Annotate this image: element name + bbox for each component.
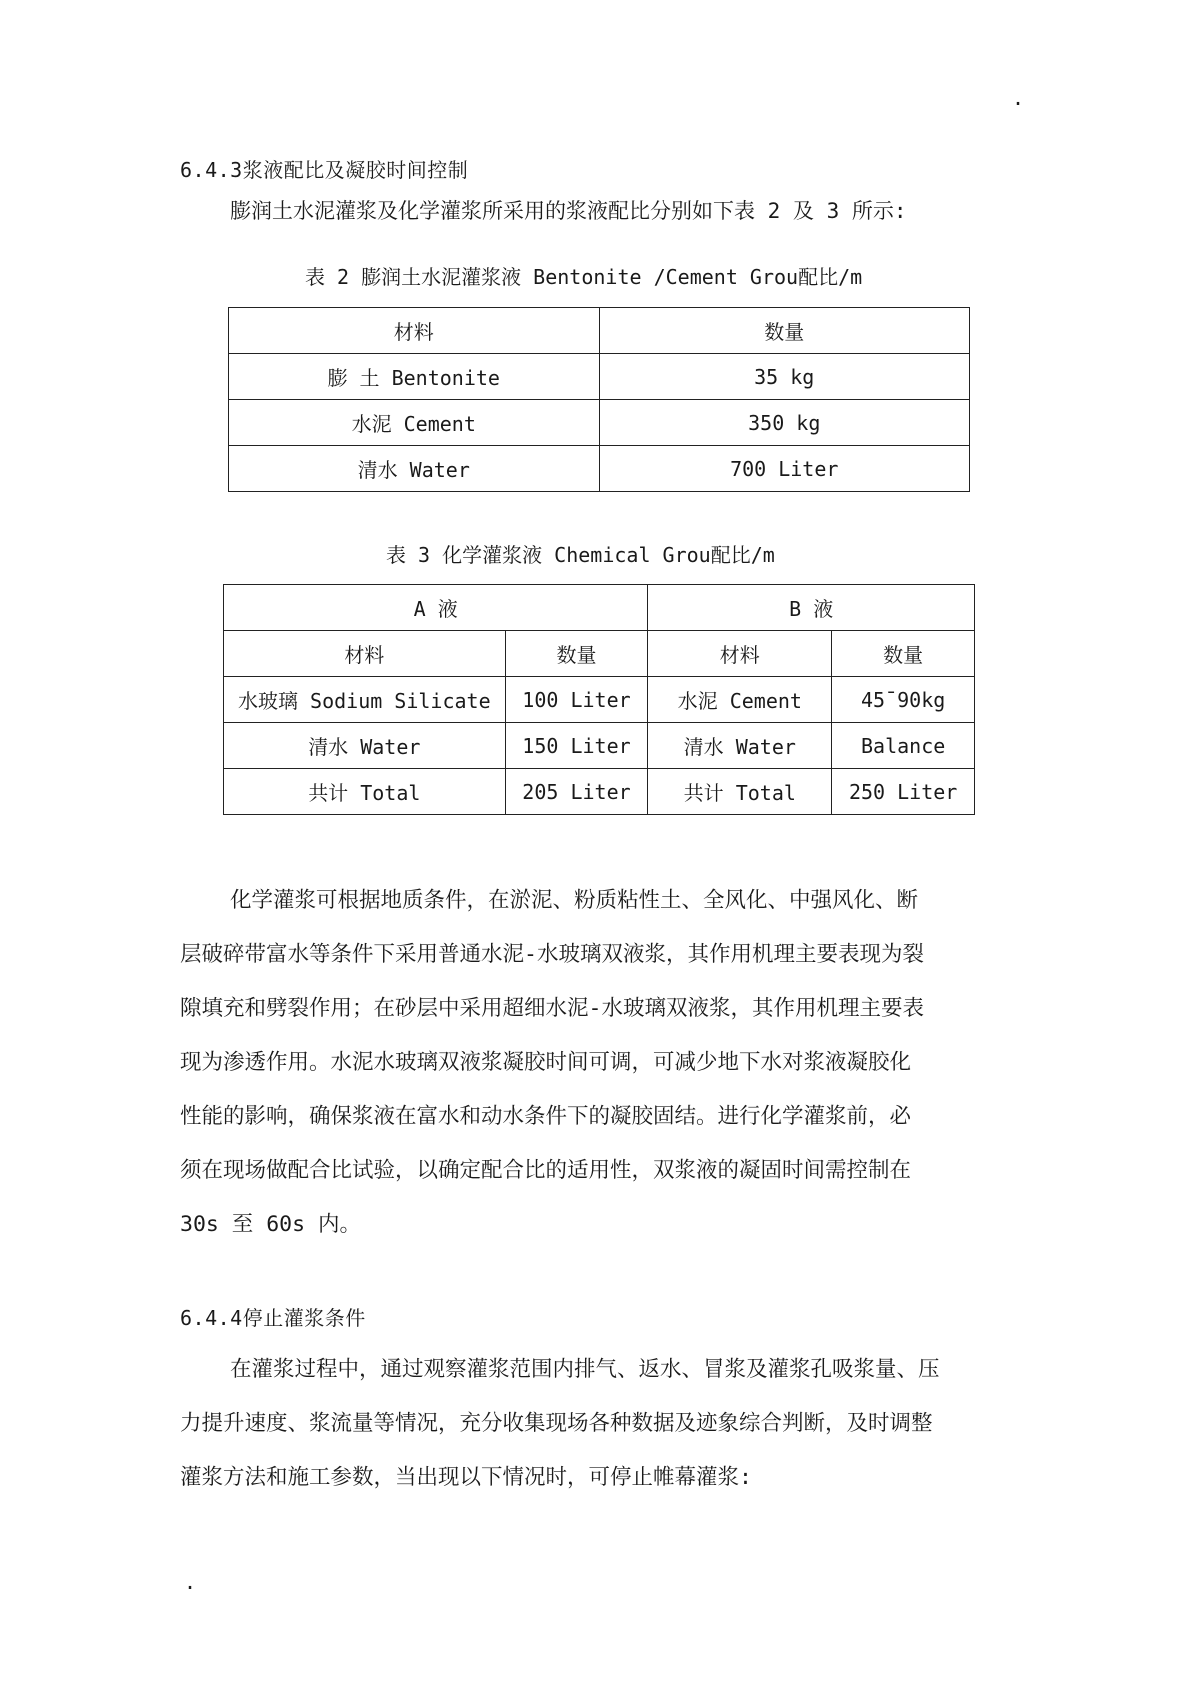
cell-material-a: 清水 Water — [224, 723, 506, 769]
section-heading-6-4-4: 6.4.4停止灌浆条件 — [180, 1306, 366, 1330]
table-group-header-row — [224, 585, 975, 631]
paragraph-line: 30s 至 60s 内。 — [180, 1212, 361, 1237]
table-row — [224, 677, 975, 723]
table-header-row — [229, 308, 970, 354]
paragraph-line: 化学灌浆可根据地质条件，在淤泥、粉质粘性土、全风化、中强风化、断 — [230, 888, 919, 913]
paragraph-line: 层破碎带富水等条件下采用普通水泥-水玻璃双液浆，其作用机理主要表现为裂 — [180, 942, 924, 967]
paragraph-line: 隙填充和劈裂作用；在砂层中采用超细水泥-水玻璃双液浆，其作用机理主要表 — [180, 996, 924, 1021]
header-quantity: 数量 — [599, 308, 970, 354]
page-marker-bottom: . — [184, 1570, 197, 1594]
cell-quantity: 350 kg — [599, 400, 970, 446]
paragraph-line: 性能的影响，确保浆液在富水和动水条件下的凝胶固结。进行化学灌浆前，必 — [180, 1104, 912, 1129]
header-quantity-b: 数量 — [832, 631, 975, 677]
group-header-a: A 液 — [224, 585, 648, 631]
cell-quantity-a: 100 Liter — [505, 677, 648, 723]
cell-material: 清水 Water — [229, 446, 600, 492]
table-row — [229, 354, 970, 400]
cell-material-a: 水玻璃 Sodium Silicate — [224, 677, 506, 723]
table-row — [229, 446, 970, 492]
paragraph-line: 力提升速度、浆流量等情况，充分收集现场各种数据及迹象综合判断，及时调整 — [180, 1411, 933, 1436]
cell-quantity-a: 150 Liter — [505, 723, 648, 769]
section-heading-6-4-3: 6.4.3浆液配比及凝胶时间控制 — [180, 158, 469, 182]
cell-quantity-b: 250 Liter — [832, 769, 975, 815]
cell-material-a: 共计 Total — [224, 769, 506, 815]
cell-material: 水泥 Cement — [229, 400, 600, 446]
cell-quantity: 700 Liter — [599, 446, 970, 492]
paragraph-line: 灌浆方法和施工参数，当出现以下情况时，可停止帷幕灌浆: — [180, 1465, 752, 1490]
table-2-caption: 表 2 膨润土水泥灌浆液 Bentonite /Cement Grou配比/m — [305, 265, 863, 289]
header-material: 材料 — [229, 308, 600, 354]
page-marker-top: . — [1012, 86, 1025, 110]
table-header-row — [224, 631, 975, 677]
cell-quantity: 35 kg — [599, 354, 970, 400]
header-material-b: 材料 — [648, 631, 832, 677]
cell-material-b: 水泥 Cement — [648, 677, 832, 723]
intro-paragraph: 膨润土水泥灌浆及化学灌浆所采用的浆液配比分别如下表 2 及 3 所示: — [230, 199, 907, 223]
paragraph-line: 须在现场做配合比试验，以确定配合比的适用性，双浆液的凝固时间需控制在 — [180, 1158, 912, 1183]
table-2-bentonite-cement — [228, 307, 970, 492]
group-header-b: B 液 — [648, 585, 975, 631]
cell-quantity-a: 205 Liter — [505, 769, 648, 815]
cell-quantity-b: Balance — [832, 723, 975, 769]
table-row — [229, 400, 970, 446]
table-3-chemical-grout — [223, 584, 975, 815]
paragraph-line: 在灌浆过程中，通过观察灌浆范围内排气、返水、冒浆及灌浆孔吸浆量、压 — [230, 1357, 940, 1382]
table-row — [224, 769, 975, 815]
cell-material-b: 清水 Water — [648, 723, 832, 769]
header-material-a: 材料 — [224, 631, 506, 677]
table-row — [224, 723, 975, 769]
cell-material-b: 共计 Total — [648, 769, 832, 815]
paragraph-line: 现为渗透作用。水泥水玻璃双液浆凝胶时间可调，可减少地下水对浆液凝胶化 — [180, 1050, 912, 1075]
cell-material: 膨 土 Bentonite — [229, 354, 600, 400]
header-quantity-a: 数量 — [505, 631, 648, 677]
cell-quantity-b: 45¯90kg — [832, 677, 975, 723]
table-3-caption: 表 3 化学灌浆液 Chemical Grou配比/m — [386, 543, 775, 567]
